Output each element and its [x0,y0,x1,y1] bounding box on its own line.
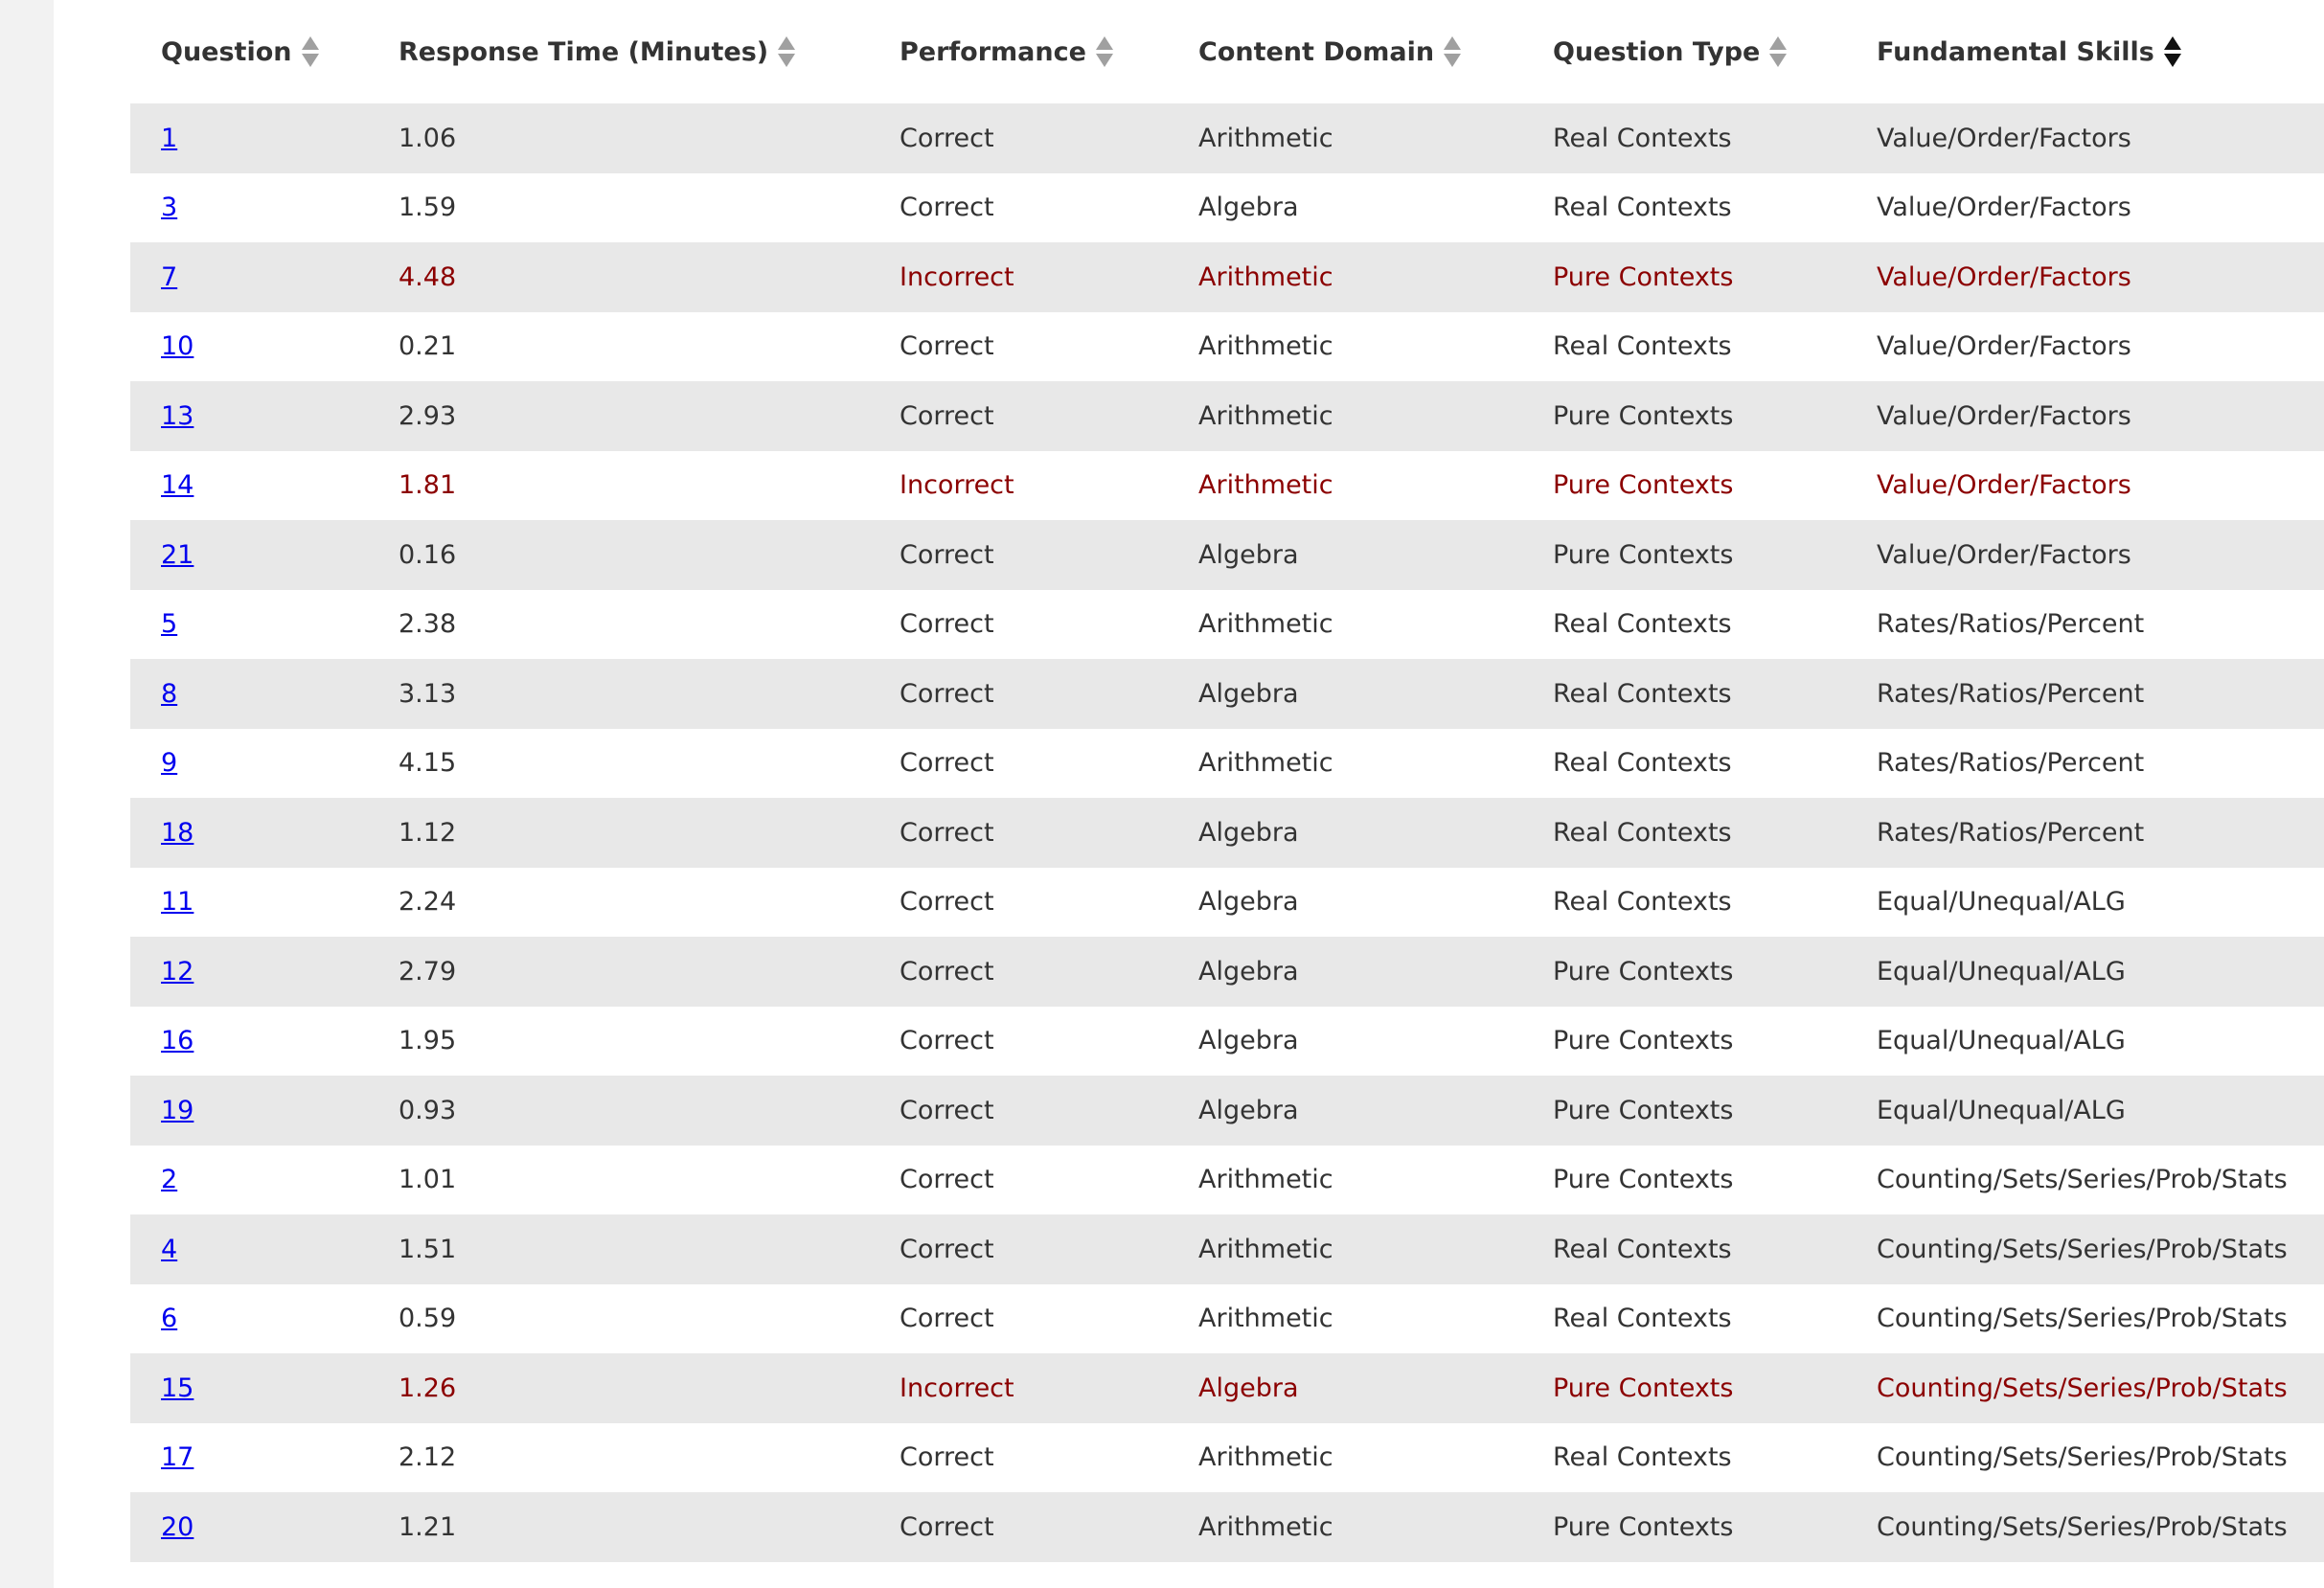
performance-cell: Correct [869,1146,1168,1215]
content-domain-cell: Arithmetic [1168,729,1522,799]
sortable-header[interactable] [1198,36,1461,67]
table-row [130,937,2324,1007]
response-time-cell: 2.38 [368,590,869,660]
column-header-performance[interactable] [869,0,1168,103]
question-link[interactable]: 18 [161,817,194,848]
question-cell [130,937,368,1007]
fundamental-skills-cell: Counting/Sets/Series/Prob/Stats [1846,1146,2324,1215]
table-row [130,451,2324,521]
performance-cell: Correct [869,173,1168,243]
response-time-cell: 1.51 [368,1214,869,1284]
question-type-cell: Real Contexts [1522,1423,1846,1493]
response-time-cell: 1.95 [368,1007,869,1077]
question-link[interactable]: 13 [161,400,194,431]
question-link[interactable]: 7 [161,261,178,292]
question-type-cell: Real Contexts [1522,1284,1846,1354]
question-type-cell: Real Contexts [1522,798,1846,868]
performance-cell: Correct [869,937,1168,1007]
header-row [130,0,2324,103]
fundamental-skills-cell: Equal/Unequal/ALG [1846,1007,2324,1077]
question-link[interactable]: 14 [161,470,194,501]
performance-cell: Incorrect [869,242,1168,312]
fundamental-skills-cell: Counting/Sets/Series/Prob/Stats [1846,1353,2324,1423]
results-table-container [130,0,2324,1562]
question-cell [130,173,368,243]
sort-descending-icon [1769,54,1787,67]
performance-cell: Correct [869,1492,1168,1562]
table-row [130,590,2324,660]
question-link[interactable]: 4 [161,1234,178,1264]
sortable-header[interactable] [1877,36,2181,67]
fundamental-skills-cell: Rates/Ratios/Percent [1846,729,2324,799]
question-type-cell: Pure Contexts [1522,381,1846,451]
question-cell [130,1353,368,1423]
sort-arrows-icon[interactable] [302,36,319,67]
question-cell [130,312,368,382]
performance-cell: Correct [869,659,1168,729]
question-type-cell: Real Contexts [1522,729,1846,799]
question-type-cell: Pure Contexts [1522,242,1846,312]
response-time-cell: 0.16 [368,520,869,590]
table-row [130,1007,2324,1077]
response-time-cell: 1.06 [368,103,869,173]
column-header-label: Content Domain [1198,36,1435,67]
fundamental-skills-cell: Value/Order/Factors [1846,242,2324,312]
question-cell [130,1492,368,1562]
question-link[interactable]: 20 [161,1511,194,1542]
performance-cell: Correct [869,1284,1168,1354]
column-header-fundamental-skills[interactable] [1846,0,2324,103]
response-time-cell: 2.12 [368,1423,869,1493]
column-header-label: Response Time (Minutes) [399,36,769,67]
question-link[interactable]: 21 [161,539,194,570]
content-domain-cell: Algebra [1168,659,1522,729]
table-row [130,312,2324,382]
column-header-label: Question Type [1553,36,1761,67]
question-cell [130,798,368,868]
response-time-cell: 1.01 [368,1146,869,1215]
response-time-cell: 2.79 [368,937,869,1007]
content-domain-cell: Arithmetic [1168,1146,1522,1215]
sort-descending-icon [2164,54,2181,67]
performance-cell: Incorrect [869,451,1168,521]
sortable-header[interactable] [161,36,319,67]
question-type-cell: Pure Contexts [1522,1146,1846,1215]
performance-cell: Correct [869,381,1168,451]
sort-arrows-icon[interactable] [1096,36,1113,67]
sort-arrows-icon[interactable] [778,36,795,67]
content-domain-cell: Algebra [1168,798,1522,868]
question-cell [130,1146,368,1215]
sort-descending-icon [778,54,795,67]
question-type-cell: Pure Contexts [1522,1492,1846,1562]
fundamental-skills-cell: Counting/Sets/Series/Prob/Stats [1846,1492,2324,1562]
question-link[interactable]: 6 [161,1304,178,1334]
table-row [130,729,2324,799]
table-row [130,103,2324,173]
performance-cell: Correct [869,1007,1168,1077]
response-time-cell: 4.15 [368,729,869,799]
column-header-content-domain[interactable] [1168,0,1522,103]
table-row [130,1492,2324,1562]
question-link[interactable]: 19 [161,1095,194,1125]
fundamental-skills-cell: Equal/Unequal/ALG [1846,1076,2324,1146]
fundamental-skills-cell: Counting/Sets/Series/Prob/Stats [1846,1214,2324,1284]
fundamental-skills-cell: Counting/Sets/Series/Prob/Stats [1846,1423,2324,1493]
question-cell [130,590,368,660]
question-type-cell: Real Contexts [1522,103,1846,173]
column-header-label: Fundamental Skills [1877,36,2154,67]
content-domain-cell: Algebra [1168,937,1522,1007]
question-cell [130,103,368,173]
question-link[interactable]: 11 [161,887,194,918]
fundamental-skills-cell: Rates/Ratios/Percent [1846,798,2324,868]
question-link[interactable]: 17 [161,1442,194,1473]
question-cell [130,868,368,938]
table-header [130,0,2324,103]
performance-cell: Correct [869,520,1168,590]
question-cell [130,1284,368,1354]
question-link[interactable]: 3 [161,193,178,223]
content-panel [54,0,2324,1588]
table-row [130,1423,2324,1493]
response-time-cell: 1.59 [368,173,869,243]
content-domain-cell: Arithmetic [1168,103,1522,173]
question-link[interactable]: 9 [161,748,178,779]
sort-ascending-icon [778,36,795,50]
fundamental-skills-cell: Equal/Unequal/ALG [1846,937,2324,1007]
content-domain-cell: Arithmetic [1168,590,1522,660]
sort-descending-icon [1096,54,1113,67]
question-type-cell: Pure Contexts [1522,937,1846,1007]
sort-arrows-icon[interactable] [2164,36,2181,67]
table-row [130,242,2324,312]
performance-cell: Correct [869,590,1168,660]
question-cell [130,659,368,729]
content-domain-cell: Arithmetic [1168,381,1522,451]
fundamental-skills-cell: Value/Order/Factors [1846,381,2324,451]
performance-cell: Correct [869,1076,1168,1146]
question-cell [130,1007,368,1077]
response-time-cell: 4.48 [368,242,869,312]
question-cell [130,451,368,521]
fundamental-skills-cell: Equal/Unequal/ALG [1846,868,2324,938]
question-cell [130,1076,368,1146]
sortable-header[interactable] [1553,36,1787,67]
question-type-cell: Pure Contexts [1522,1007,1846,1077]
performance-cell: Correct [869,868,1168,938]
performance-cell: Correct [869,729,1168,799]
table-row [130,659,2324,729]
content-domain-cell: Arithmetic [1168,1492,1522,1562]
question-type-cell: Pure Contexts [1522,1353,1846,1423]
sort-ascending-icon [1769,36,1787,50]
sort-descending-icon [1444,54,1461,67]
sort-ascending-icon [1096,36,1113,50]
content-domain-cell: Algebra [1168,173,1522,243]
question-type-cell: Real Contexts [1522,312,1846,382]
content-domain-cell: Arithmetic [1168,1423,1522,1493]
sortable-header[interactable] [900,36,1113,67]
content-domain-cell: Arithmetic [1168,451,1522,521]
response-time-cell: 0.59 [368,1284,869,1354]
content-domain-cell: Algebra [1168,1353,1522,1423]
table-row [130,1214,2324,1284]
table-row [130,1353,2324,1423]
question-type-cell: Real Contexts [1522,1214,1846,1284]
question-type-cell: Pure Contexts [1522,1076,1846,1146]
content-domain-cell: Algebra [1168,520,1522,590]
table-row [130,1146,2324,1215]
table-row [130,868,2324,938]
fundamental-skills-cell: Counting/Sets/Series/Prob/Stats [1846,1284,2324,1354]
question-link[interactable]: 12 [161,956,194,987]
question-link[interactable]: 8 [161,678,178,709]
results-table [130,0,2324,1562]
column-header-response-time[interactable] [368,0,869,103]
fundamental-skills-cell: Rates/Ratios/Percent [1846,659,2324,729]
sort-descending-icon [302,54,319,67]
sort-arrows-icon[interactable] [1444,36,1461,67]
response-time-cell: 0.21 [368,312,869,382]
question-cell [130,520,368,590]
table-row [130,798,2324,868]
question-cell [130,381,368,451]
question-type-cell: Pure Contexts [1522,451,1846,521]
performance-cell: Correct [869,1214,1168,1284]
question-link[interactable]: 10 [161,331,194,362]
content-domain-cell: Algebra [1168,1007,1522,1077]
fundamental-skills-cell: Value/Order/Factors [1846,520,2324,590]
fundamental-skills-cell: Value/Order/Factors [1846,173,2324,243]
response-time-cell: 1.12 [368,798,869,868]
response-time-cell: 1.81 [368,451,869,521]
content-domain-cell: Algebra [1168,868,1522,938]
question-link[interactable]: 2 [161,1165,178,1195]
response-time-cell: 1.26 [368,1353,869,1423]
fundamental-skills-cell: Rates/Ratios/Percent [1846,590,2324,660]
content-domain-cell: Algebra [1168,1076,1522,1146]
fundamental-skills-cell: Value/Order/Factors [1846,451,2324,521]
question-link[interactable]: 15 [161,1372,194,1403]
performance-cell: Correct [869,1423,1168,1493]
fundamental-skills-cell: Value/Order/Factors [1846,103,2324,173]
table-body [130,103,2324,1562]
question-type-cell: Pure Contexts [1522,520,1846,590]
question-link[interactable]: 5 [161,609,178,640]
question-link[interactable]: 1 [161,123,178,153]
table-row [130,173,2324,243]
response-time-cell: 1.21 [368,1492,869,1562]
response-time-cell: 2.24 [368,868,869,938]
question-type-cell: Real Contexts [1522,659,1846,729]
content-domain-cell: Arithmetic [1168,1284,1522,1354]
response-time-cell: 0.93 [368,1076,869,1146]
question-link[interactable]: 16 [161,1026,194,1056]
performance-cell: Correct [869,312,1168,382]
content-domain-cell: Arithmetic [1168,242,1522,312]
column-header-label: Question [161,36,292,67]
question-type-cell: Real Contexts [1522,173,1846,243]
table-row [130,520,2324,590]
question-cell [130,1214,368,1284]
performance-cell: Incorrect [869,1353,1168,1423]
performance-cell: Correct [869,798,1168,868]
question-type-cell: Real Contexts [1522,868,1846,938]
fundamental-skills-cell: Value/Order/Factors [1846,312,2324,382]
sort-ascending-icon [1444,36,1461,50]
column-header-question-type[interactable] [1522,0,1846,103]
question-cell [130,1423,368,1493]
sort-ascending-icon [2164,36,2181,50]
sort-ascending-icon [302,36,319,50]
response-time-cell: 2.93 [368,381,869,451]
table-row [130,1284,2324,1354]
column-header-label: Performance [900,36,1086,67]
sortable-header[interactable] [399,36,795,67]
table-row [130,381,2324,451]
question-cell [130,729,368,799]
table-row [130,1076,2324,1146]
content-domain-cell: Arithmetic [1168,312,1522,382]
sort-arrows-icon[interactable] [1769,36,1787,67]
question-type-cell: Real Contexts [1522,590,1846,660]
performance-cell: Correct [869,103,1168,173]
content-domain-cell: Arithmetic [1168,1214,1522,1284]
column-header-question[interactable] [130,0,368,103]
question-cell [130,242,368,312]
response-time-cell: 3.13 [368,659,869,729]
